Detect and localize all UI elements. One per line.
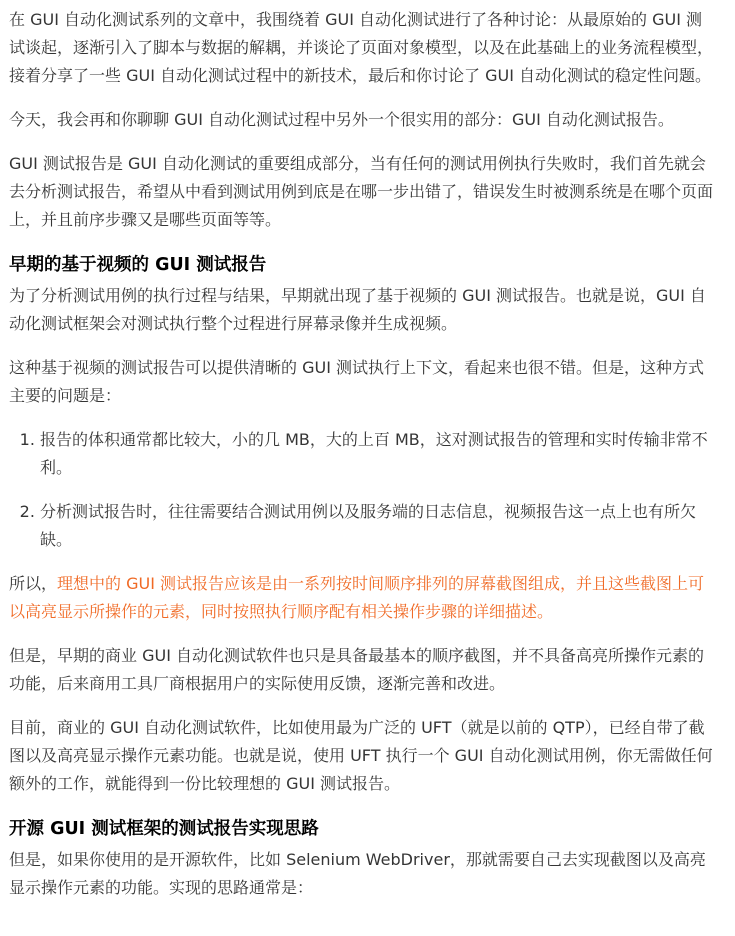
open-source-paragraph: 但是，如果你使用的是开源软件，比如 Selenium WebDriver，那就需要自己去实现截图以及高亮显示操作元素的功能。实现的思路通常是：	[9, 850, 706, 897]
report-importance-paragraph: GUI 测试报告是 GUI 自动化测试的重要组成部分，当有任何的测试用例执行失败时，我们首先就会去分析测试报告，希望从中看到测试用例到底是在哪一步出错了，错误发生时被测系统是在哪个页面上，并且前序步骤又是哪些页面等等。	[9, 154, 714, 229]
topic-paragraph: 今天，我会再和你聊聊 GUI 自动化测试过程中另外一个很实用的部分：GUI 自动化测试报告。	[9, 110, 674, 129]
problems-list	[9, 426, 713, 554]
list-item: 2. 分析测试报告时，往往需要结合测试用例以及服务端的日志信息，视频报告这一点上也有所欠缺。	[40, 498, 713, 554]
intro-paragraph: 在 GUI 自动化测试系列的文章中，我围绕着 GUI 自动化测试进行了各种讨论：从最原始的 GUI 测试谈起，逐渐引入了脚本与数据的解耦，并谈论了页面对象模型，以及在此基础上的业务流程模型，接着分享了一些 GUI 自动化测试过程中的新技术，最后和你讨论了 GUI 自动化测试的稳定性问题。	[9, 10, 714, 85]
ideal-report-highlight: 理想中的 GUI 测试报告应该是由一系列按时间顺序排列的屏幕截图组成，并且这些截图上可以高亮显示所操作的元素，同时按照执行顺序配有相关操作步骤的详细描述。	[9, 574, 705, 621]
commercial-early-paragraph: 但是，早期的商业 GUI 自动化测试软件也只是具备最基本的顺序截图，并不具备高亮所操作元素的功能，后来商用工具厂商根据用户的实际使用反馈，逐渐完善和改进。	[9, 646, 705, 693]
ideal-report-prefix: 所以，	[9, 574, 58, 593]
video-report-paragraph: 为了分析测试用例的执行过程与结果，早期就出现了基于视频的 GUI 测试报告。也就是说，GUI 自动化测试框架会对测试执行整个过程进行屏幕录像并生成视频。	[9, 286, 706, 333]
ideal-report-paragraph	[9, 570, 713, 626]
list-item: 1. 报告的体积通常都比较大，小的几 MB，大的上百 MB，这对测试报告的管理和实时传输非常不利。	[40, 426, 713, 482]
section-heading-video-report: 早期的基于视频的 GUI 测试报告	[9, 255, 267, 275]
commercial-current-paragraph: 目前，商业的 GUI 自动化测试软件，比如使用最为广泛的 UFT（就是以前的 QTP），已经自带了截图以及高亮显示操作元素功能。也就是说，使用 UFT 执行一个 GUI 自动化测试用例，你无需做任何额外的工作，就能得到一份比较理想的 GUI 测试报告。	[9, 718, 713, 793]
video-report-problems-paragraph: 这种基于视频的测试报告可以提供清晰的 GUI 测试执行上下文，看起来也很不错。但是，这种方式主要的问题是：	[9, 358, 705, 405]
section-heading-open-source: 开源 GUI 测试框架的测试报告实现思路	[9, 819, 319, 839]
